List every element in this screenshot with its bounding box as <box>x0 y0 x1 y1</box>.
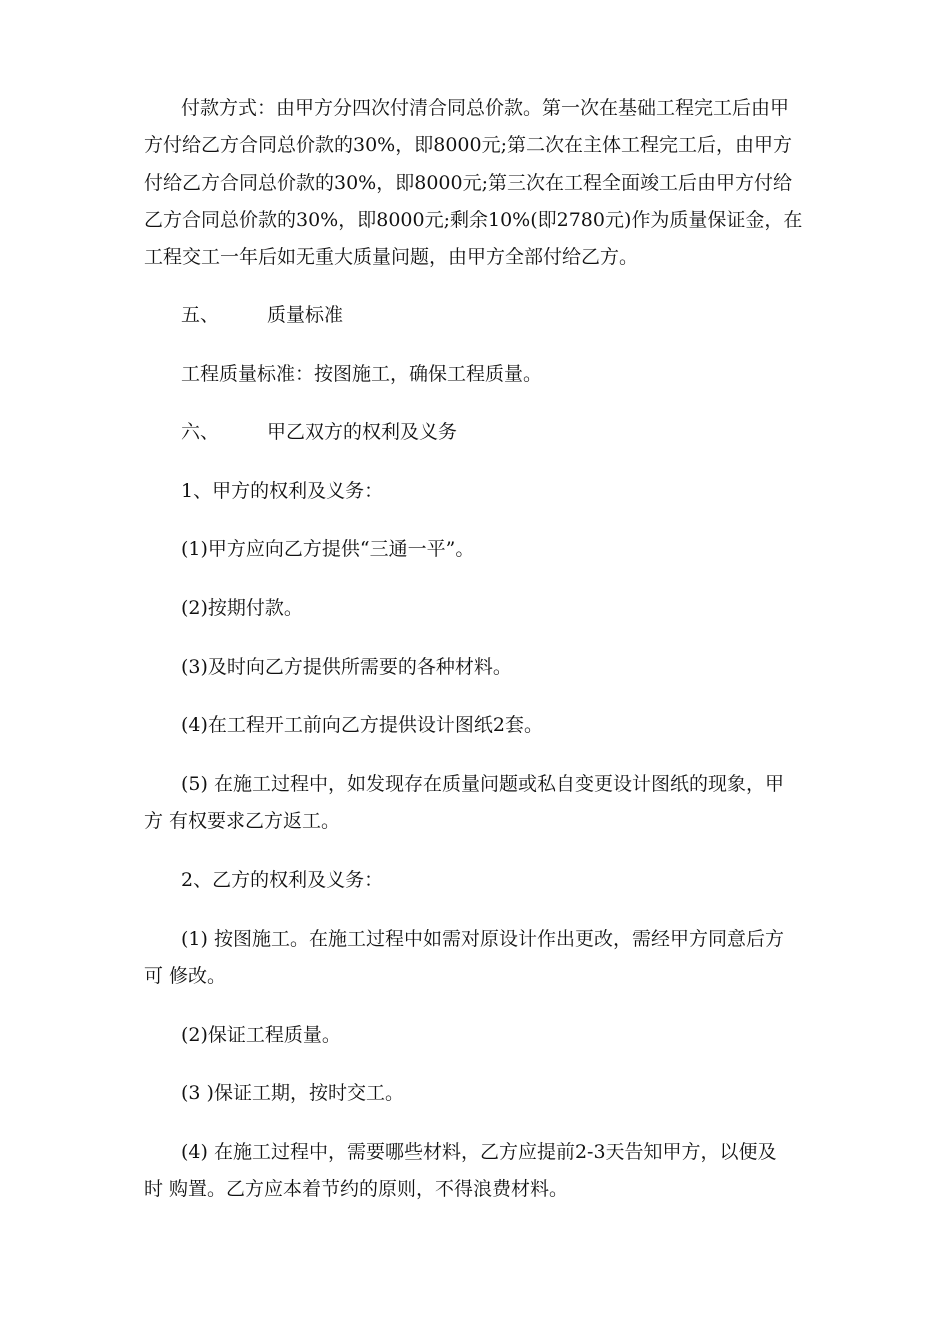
party-a-item-5-line-1: (5) 在施工过程中，如发现存在质量问题或私自变更设计图纸的现象，甲 <box>181 773 784 795</box>
party-b-item-4-line-1: (4) 在施工过程中，需要哪些材料，乙方应提前2-3天告知甲方，以便及 <box>181 1141 777 1163</box>
section-5-heading <box>181 303 343 327</box>
section-6-heading <box>181 420 457 444</box>
section-6-number: 六、 <box>181 421 220 443</box>
party-a-item-2: (2)按期付款。 <box>181 597 303 619</box>
payment-line-1: 付款方式：由甲方分四次付清合同总价款。第一次在基础工程完工后由甲 <box>181 97 790 119</box>
party-a-item-4: (4)在工程开工前向乙方提供设计图纸2套。 <box>181 714 544 736</box>
party-a-heading: 1、甲方的权利及义务： <box>181 480 384 502</box>
payment-line-5: 工程交工一年后如无重大质量问题，由甲方全部付给乙方。 <box>144 246 639 268</box>
party-b-item-2: (2)保证工程质量。 <box>181 1024 341 1046</box>
party-a-item-1: (1)甲方应向乙方提供“三通一平”。 <box>181 538 475 560</box>
party-b-item-1-line-1: (1) 按图施工。在施工过程中如需对原设计作出更改，需经甲方同意后方 <box>181 928 784 950</box>
party-b-item-4-line-2: 时 购置。乙方应本着节约的原则，不得浪费材料。 <box>144 1178 569 1200</box>
payment-line-3: 付给乙方合同总价款的30%，即8000元;第三次在工程全面竣工后由甲方付给 <box>144 172 792 194</box>
party-a-item-3: (3)及时向乙方提供所需要的各种材料。 <box>181 656 512 678</box>
party-a-item-5-line-2: 方 有权要求乙方返工。 <box>144 810 341 832</box>
party-b-item-1-line-2: 可 修改。 <box>144 965 227 987</box>
payment-line-2: 方付给乙方合同总价款的30%，即8000元;第二次在主体工程完工后，由甲方 <box>144 134 792 156</box>
party-b-heading: 2、乙方的权利及义务： <box>181 869 384 891</box>
payment-line-4: 乙方合同总价款的30%，即8000元;剩余10%(即2780元)作为质量保证金，在 <box>144 209 803 231</box>
section-5-number: 五、 <box>181 304 220 326</box>
section-5-body: 工程质量标准：按图施工，确保工程质量。 <box>181 363 543 385</box>
section-6-title: 甲乙双方的权利及义务 <box>267 421 458 443</box>
party-b-item-3: (3 )保证工期，按时交工。 <box>181 1082 404 1104</box>
section-5-title: 质量标准 <box>267 304 344 326</box>
